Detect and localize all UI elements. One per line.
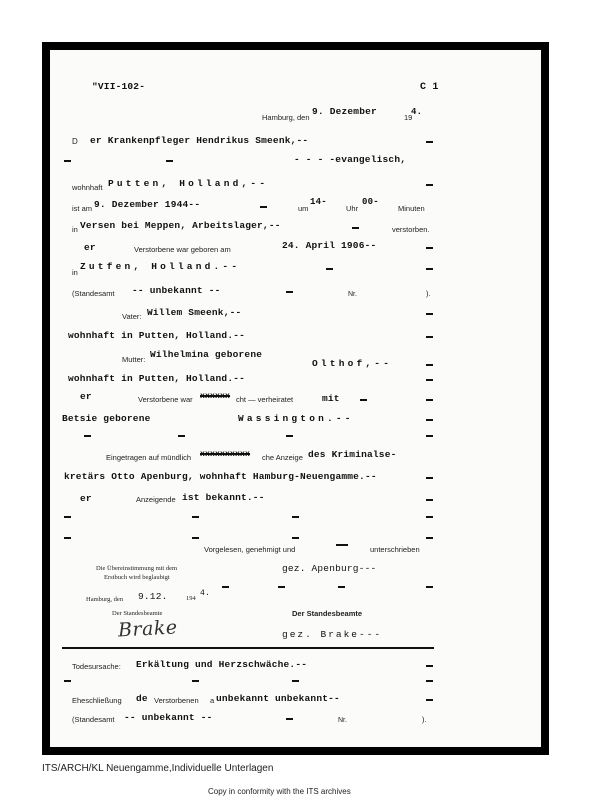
filler-dash [192, 537, 199, 539]
filler-dash [426, 586, 433, 588]
filler-dash [426, 435, 433, 437]
death-date: 9. Dezember 1944-- [94, 199, 201, 210]
marital-text-after: cht — verheiratet [236, 395, 294, 404]
deceased-prefix: D [72, 137, 78, 146]
filler-dash [286, 291, 293, 293]
cert-hamburg-den: Hamburg, den [86, 596, 124, 603]
marriage-prefix: er [80, 391, 92, 402]
verstorben-label: verstorben. [392, 225, 430, 234]
filler-dash [426, 516, 433, 518]
eheschliessung-a: a [210, 696, 215, 705]
filler-dash [352, 227, 359, 229]
filler-dash [178, 435, 185, 437]
cert-year-prefix: 194 [186, 595, 196, 602]
wohnhaft-label: wohnhaft [72, 183, 103, 192]
filler-dash [426, 184, 433, 186]
filler-dash [426, 336, 433, 338]
bottom-standesamt-value: -- unbekannt -- [124, 712, 213, 723]
filler-dash [192, 680, 199, 682]
eheschliessung-de: de [136, 693, 148, 704]
vater-label: Vater: [122, 312, 142, 321]
filler-dash [292, 516, 299, 518]
bottom-close-paren: ). [422, 715, 427, 724]
residence: Putten, Holland,-- [108, 178, 269, 189]
eingetragen-label: Eingetragen auf mündlich [106, 453, 192, 462]
year-prefix: 19 [404, 113, 413, 122]
filler-dash [426, 537, 433, 539]
mutter-surname: Olthof,-- [312, 358, 393, 369]
reporter-line2: kretärs Otto Apenburg, wohnhaft Hamburg-Neuengamme.-- [64, 471, 377, 482]
anzeigender-prefix: er [80, 493, 92, 504]
todesursache-label: Todesursache: [72, 662, 121, 671]
gez-brake: gez. Brake--- [282, 629, 383, 640]
filler-dash [326, 268, 333, 270]
filler-dash [292, 680, 299, 682]
year-suffix: 4. [411, 107, 423, 117]
scanned-document-frame [42, 42, 549, 755]
filler-dash [426, 477, 433, 479]
filler-dash [426, 268, 433, 270]
ist-am-label: ist am [72, 204, 93, 213]
uebereinstimmung-line1: Die Übereinstimmung mit dem [96, 565, 178, 572]
filler-dash [166, 160, 173, 162]
filler-dash [426, 141, 433, 143]
unterschrieben-label: unterschrieben [370, 545, 420, 554]
marital-struck: xxxxxx [200, 392, 231, 401]
anzeige-label: che Anzeige [262, 453, 303, 462]
filler-dash [84, 435, 91, 437]
gez-apenburg: gez. Apenburg--- [282, 563, 377, 574]
filler-dash [278, 586, 285, 588]
filler-dash [426, 680, 433, 682]
death-hour: 14- [310, 197, 327, 207]
filler-dash [426, 499, 433, 501]
um-label: um [298, 204, 309, 213]
spouse-first: Betsie geborene [62, 413, 151, 424]
marital-text-before: Verstorbene war [138, 395, 193, 404]
section-divider [62, 647, 434, 649]
eingetragen-struck: xxxxxxxxxx [200, 450, 251, 459]
filler-dash [64, 516, 71, 518]
filler-dash [286, 435, 293, 437]
er-prefix: er [84, 242, 96, 253]
bottom-nr-label: Nr. [338, 717, 347, 724]
eheschliessung-label: Eheschließung [72, 696, 122, 705]
cert-year-suffix: 4. [200, 589, 211, 598]
marriage-mit: mit [322, 393, 340, 404]
filler-dash [426, 419, 433, 421]
bottom-standesamt-label: (Standesamt [72, 715, 115, 724]
document-code: C 1 [420, 82, 439, 93]
filler-dash [222, 586, 229, 588]
copy-conformity-caption: Copy in conformity with the ITS archives [208, 787, 351, 796]
close-paren: ). [426, 289, 431, 298]
birth-date: 24. April 1906-- [282, 240, 377, 251]
filler-dash [426, 247, 433, 249]
filler-dash [286, 718, 293, 720]
geboren-label: Verstorbene war geboren am [134, 245, 231, 254]
verstorbenen-label: Verstorbenen [154, 696, 199, 705]
vorgelesen-label: Vorgelesen, genehmigt und [204, 545, 296, 554]
religion: - - - -evangelisch, [294, 154, 407, 165]
mutter-label: Mutter: [122, 355, 146, 364]
death-minutes: 00- [362, 197, 379, 207]
standesbeamte-left-label: Der Standesbeamte [112, 610, 163, 617]
deceased-name-line: er Krankenpfleger Hendrikus Smeenk,-- [90, 135, 309, 146]
vater-residence: wohnhaft in Putten, Holland.-- [68, 330, 246, 341]
death-place: Versen bei Meppen, Arbeitslager,-- [80, 220, 281, 231]
spouse-surname: Wassington.-- [238, 413, 354, 424]
archive-caption: ITS/ARCH/KL Neuengamme,Individuelle Unterlagen [42, 763, 274, 774]
filler-dash [426, 665, 433, 667]
filler-dash [360, 399, 367, 401]
filler-dash [292, 537, 299, 539]
filler-dash [336, 544, 348, 546]
standesbeamte-right-label: Der Standesbeamte [292, 609, 363, 618]
filler-dash [426, 313, 433, 315]
filler-dash [64, 680, 71, 682]
cert-date: 9.12. [138, 591, 168, 602]
mutter-name: Wilhelmina geborene [150, 349, 263, 360]
filler-dash [64, 160, 71, 162]
in-label: in [72, 225, 78, 234]
minuten-label: Minuten [398, 204, 425, 213]
filler-dash [426, 379, 433, 381]
standesamt-value: -- unbekannt -- [132, 285, 221, 296]
birth-place: Zutfen, Holland.-- [80, 261, 241, 272]
filler-dash [64, 537, 71, 539]
filler-dash [338, 586, 345, 588]
filler-dash [426, 399, 433, 401]
eheschliessung-value: unbekannt unbekannt-- [216, 693, 340, 704]
filler-dash [192, 516, 199, 518]
standesamt-label: (Standesamt [72, 289, 115, 298]
mutter-residence: wohnhaft in Putten, Holland.-- [68, 373, 246, 384]
birth-in-label: in [72, 268, 78, 277]
anzeigende-label: Anzeigende [136, 495, 176, 504]
anzeigender-bekannt: ist bekannt.-- [182, 492, 265, 503]
vater-name: Willem Smeenk,-- [147, 307, 242, 318]
filler-dash [426, 699, 433, 701]
nr-label: Nr. [348, 291, 357, 298]
reference-number: "VII-102- [92, 81, 146, 92]
handwritten-signature: Brake [117, 616, 179, 642]
death-certificate-page [50, 50, 541, 747]
cause-of-death: Erkältung und Herzschwäche.-- [136, 659, 308, 670]
filler-dash [426, 364, 433, 366]
hamburg-den-label: Hamburg, den [262, 113, 310, 122]
uebereinstimmung-line2: Erstbuch wird beglaubigt [104, 574, 170, 581]
registration-date: 9. Dezember [312, 106, 377, 117]
filler-dash [260, 206, 267, 208]
uhr-label: Uhr [346, 204, 359, 213]
reporter-line1: des Kriminalse- [308, 449, 397, 460]
